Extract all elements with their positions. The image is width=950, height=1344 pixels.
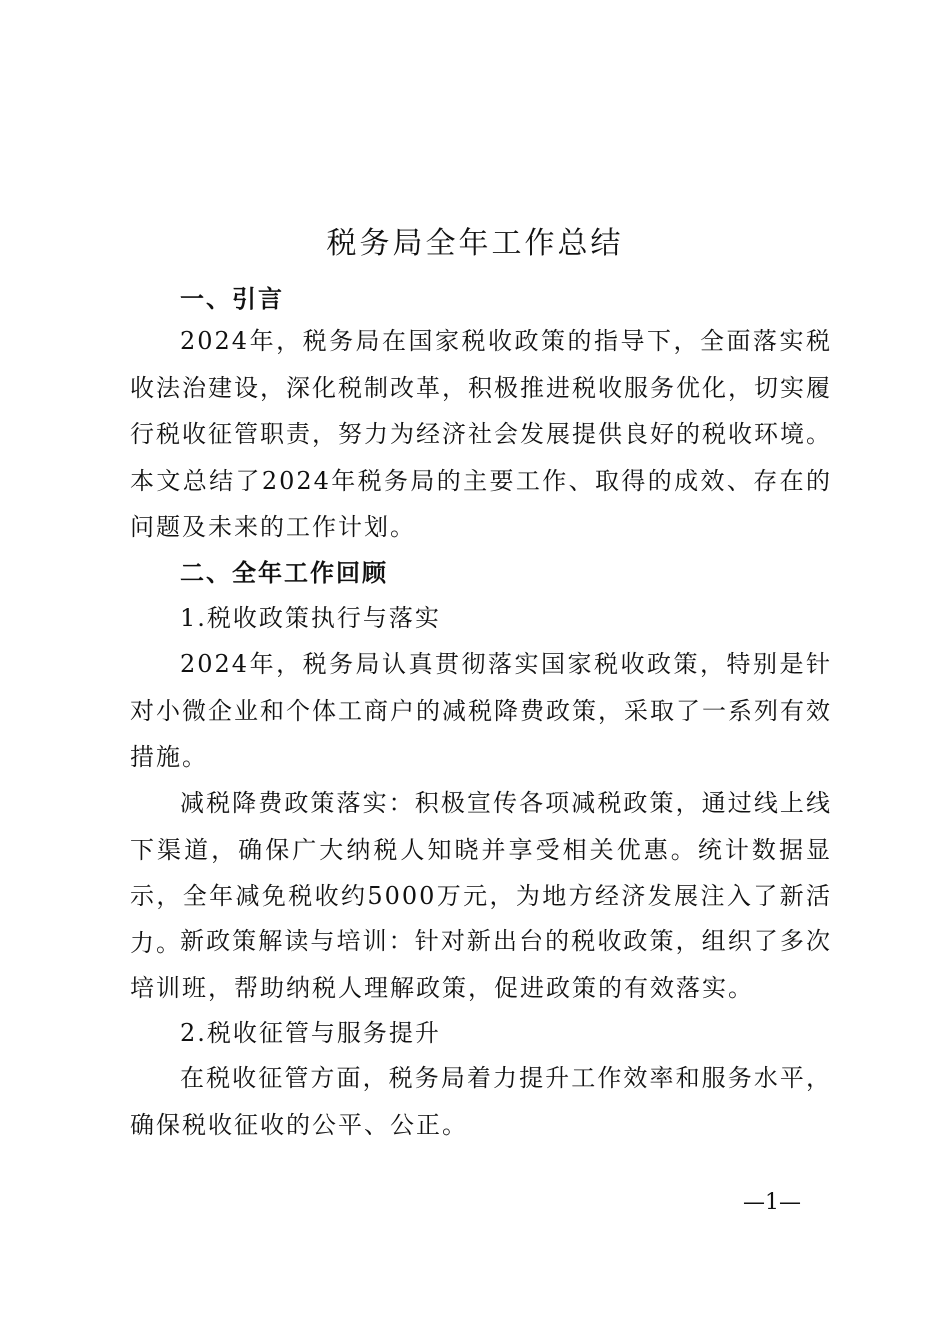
- document-title: 税务局全年工作总结: [326, 226, 624, 261]
- section-heading-introduction: 一、引言: [180, 285, 284, 313]
- collection-service-paragraph: 在税收征管方面，税务局着力提升工作效率和服务水平，确保税收征收的公平、公正。: [130, 1064, 832, 1139]
- introduction-paragraph: 2024年，税务局在国家税收政策的指导下，全面落实税收法治建设，深化税制改革，积极推进税收服务优化，切实履行税收征管职责，努力为经济社会发展提供良好的税收环境。本文总结了2024年税务局的主要工作、取得的成效、存在的问题及未来的工作计划。: [130, 327, 832, 541]
- subsection-heading-policy-implementation: 1.税收政策执行与落实: [180, 604, 441, 632]
- section-heading-annual-review: 二、全年工作回顾: [180, 559, 388, 587]
- page-number: —1—: [743, 1190, 801, 1215]
- tax-reduction-paragraph: 减税降费政策落实：积极宣传各项减税政策，通过线上线下渠道，确保广大纳税人知晓并享受相关优惠。统计数据显示，全年减免税收约5000万元，为地方经济发展注入了新活力。: [130, 789, 832, 957]
- subsection-heading-collection-service: 2.税收征管与服务提升: [180, 1019, 441, 1047]
- policy-implementation-paragraph: 2024年，税务局认真贯彻落实国家税收政策，特别是针对小微企业和个体工商户的减税降费政策，采取了一系列有效措施。: [130, 650, 832, 771]
- policy-training-paragraph: 新政策解读与培训：针对新出台的税收政策，组织了多次培训班，帮助纳税人理解政策，促进政策的有效落实。: [130, 927, 832, 1002]
